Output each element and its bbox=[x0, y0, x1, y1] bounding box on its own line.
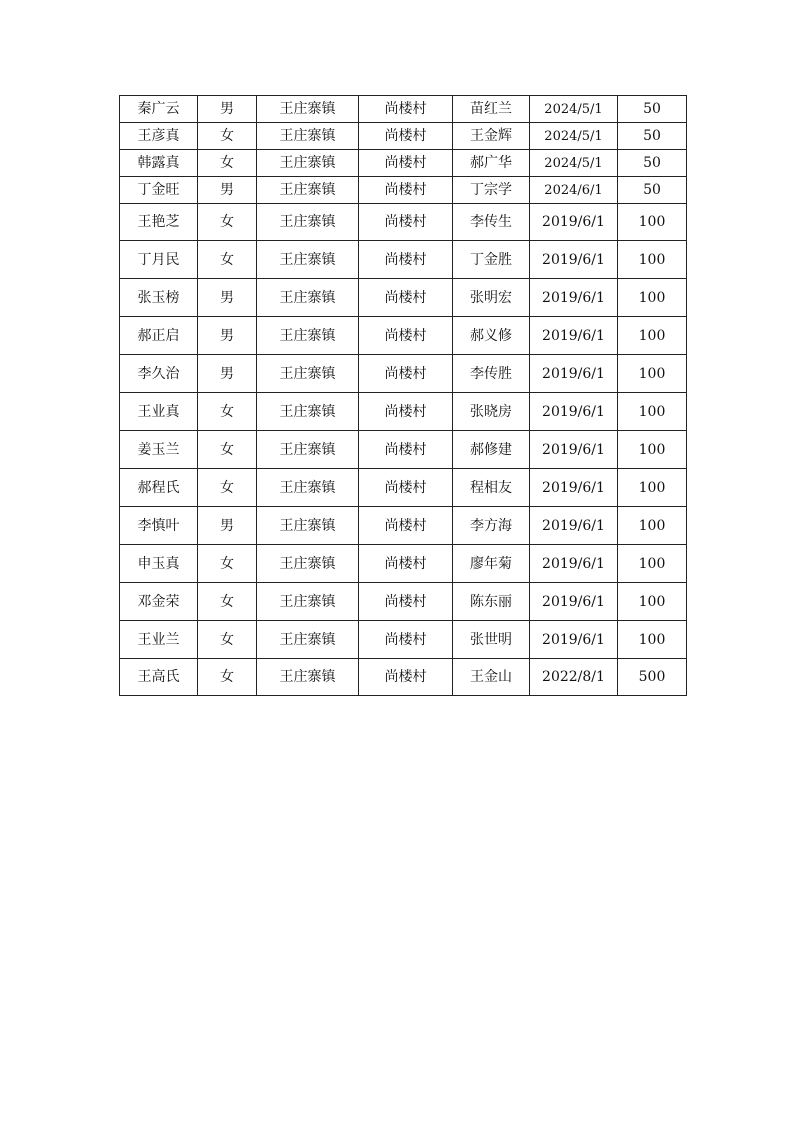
table-row bbox=[120, 177, 687, 204]
cell-payee: 郝修建 bbox=[453, 431, 530, 469]
cell-payee: 苗红兰 bbox=[453, 96, 530, 123]
cell-payee: 李方海 bbox=[453, 507, 530, 545]
cell-date: 2019/6/1 bbox=[530, 355, 618, 393]
table-row bbox=[120, 355, 687, 393]
cell-date: 2019/6/1 bbox=[530, 431, 618, 469]
cell-gender: 女 bbox=[198, 393, 257, 431]
cell-amount: 100 bbox=[618, 507, 687, 545]
cell-amount: 100 bbox=[618, 317, 687, 355]
cell-name: 丁月民 bbox=[120, 241, 198, 279]
cell-payee: 丁金胜 bbox=[453, 241, 530, 279]
cell-amount: 100 bbox=[618, 241, 687, 279]
cell-village: 尚楼村 bbox=[359, 241, 453, 279]
cell-payee: 张明宏 bbox=[453, 279, 530, 317]
cell-date: 2024/5/1 bbox=[530, 123, 618, 150]
table-row bbox=[120, 621, 687, 659]
cell-gender: 男 bbox=[198, 96, 257, 123]
cell-name: 姜玉兰 bbox=[120, 431, 198, 469]
cell-name: 王业兰 bbox=[120, 621, 198, 659]
cell-gender: 女 bbox=[198, 150, 257, 177]
cell-gender: 男 bbox=[198, 279, 257, 317]
cell-payee: 廖年菊 bbox=[453, 545, 530, 583]
cell-gender: 女 bbox=[198, 241, 257, 279]
cell-town: 王庄寨镇 bbox=[257, 507, 359, 545]
cell-amount: 100 bbox=[618, 204, 687, 241]
cell-payee: 陈东丽 bbox=[453, 583, 530, 621]
cell-village: 尚楼村 bbox=[359, 469, 453, 507]
cell-payee: 丁宗学 bbox=[453, 177, 530, 204]
cell-town: 王庄寨镇 bbox=[257, 545, 359, 583]
table-row bbox=[120, 507, 687, 545]
cell-town: 王庄寨镇 bbox=[257, 123, 359, 150]
cell-amount: 100 bbox=[618, 355, 687, 393]
cell-date: 2019/6/1 bbox=[530, 583, 618, 621]
cell-gender: 女 bbox=[198, 621, 257, 659]
cell-town: 王庄寨镇 bbox=[257, 469, 359, 507]
cell-name: 韩露真 bbox=[120, 150, 198, 177]
cell-amount: 100 bbox=[618, 279, 687, 317]
cell-amount: 100 bbox=[618, 621, 687, 659]
cell-village: 尚楼村 bbox=[359, 279, 453, 317]
cell-date: 2024/5/1 bbox=[530, 96, 618, 123]
table-row bbox=[120, 96, 687, 123]
cell-gender: 女 bbox=[198, 545, 257, 583]
cell-village: 尚楼村 bbox=[359, 177, 453, 204]
table-row bbox=[120, 204, 687, 241]
cell-gender: 女 bbox=[198, 659, 257, 696]
cell-name: 申玉真 bbox=[120, 545, 198, 583]
cell-payee: 李传胜 bbox=[453, 355, 530, 393]
cell-village: 尚楼村 bbox=[359, 431, 453, 469]
cell-payee: 张晓房 bbox=[453, 393, 530, 431]
cell-date: 2022/8/1 bbox=[530, 659, 618, 696]
cell-town: 王庄寨镇 bbox=[257, 241, 359, 279]
table-row bbox=[120, 583, 687, 621]
table-row bbox=[120, 123, 687, 150]
cell-amount: 50 bbox=[618, 123, 687, 150]
cell-date: 2019/6/1 bbox=[530, 545, 618, 583]
cell-date: 2024/5/1 bbox=[530, 150, 618, 177]
cell-amount: 100 bbox=[618, 545, 687, 583]
cell-gender: 男 bbox=[198, 355, 257, 393]
cell-village: 尚楼村 bbox=[359, 659, 453, 696]
cell-village: 尚楼村 bbox=[359, 150, 453, 177]
cell-gender: 男 bbox=[198, 507, 257, 545]
cell-town: 王庄寨镇 bbox=[257, 204, 359, 241]
cell-gender: 女 bbox=[198, 123, 257, 150]
cell-date: 2019/6/1 bbox=[530, 317, 618, 355]
cell-payee: 郝广华 bbox=[453, 150, 530, 177]
table-row bbox=[120, 393, 687, 431]
cell-town: 王庄寨镇 bbox=[257, 431, 359, 469]
cell-date: 2019/6/1 bbox=[530, 241, 618, 279]
cell-village: 尚楼村 bbox=[359, 204, 453, 241]
cell-amount: 500 bbox=[618, 659, 687, 696]
table-row bbox=[120, 469, 687, 507]
cell-town: 王庄寨镇 bbox=[257, 393, 359, 431]
cell-town: 王庄寨镇 bbox=[257, 621, 359, 659]
cell-village: 尚楼村 bbox=[359, 507, 453, 545]
cell-town: 王庄寨镇 bbox=[257, 177, 359, 204]
cell-amount: 100 bbox=[618, 583, 687, 621]
cell-village: 尚楼村 bbox=[359, 621, 453, 659]
cell-payee: 王金山 bbox=[453, 659, 530, 696]
cell-date: 2019/6/1 bbox=[530, 507, 618, 545]
subsidy-table bbox=[119, 95, 687, 696]
table-row bbox=[120, 241, 687, 279]
cell-date: 2019/6/1 bbox=[530, 469, 618, 507]
cell-amount: 100 bbox=[618, 431, 687, 469]
cell-payee: 郝义修 bbox=[453, 317, 530, 355]
cell-gender: 男 bbox=[198, 317, 257, 355]
cell-name: 王彦真 bbox=[120, 123, 198, 150]
table-row bbox=[120, 545, 687, 583]
cell-date: 2019/6/1 bbox=[530, 279, 618, 317]
cell-town: 王庄寨镇 bbox=[257, 96, 359, 123]
table-row bbox=[120, 279, 687, 317]
cell-village: 尚楼村 bbox=[359, 96, 453, 123]
cell-amount: 50 bbox=[618, 150, 687, 177]
table-row bbox=[120, 431, 687, 469]
table-row bbox=[120, 150, 687, 177]
cell-amount: 50 bbox=[618, 96, 687, 123]
cell-amount: 100 bbox=[618, 393, 687, 431]
cell-name: 李久治 bbox=[120, 355, 198, 393]
cell-amount: 100 bbox=[618, 469, 687, 507]
cell-gender: 女 bbox=[198, 469, 257, 507]
table-row bbox=[120, 317, 687, 355]
cell-amount: 50 bbox=[618, 177, 687, 204]
cell-payee: 王金辉 bbox=[453, 123, 530, 150]
cell-name: 郝程氏 bbox=[120, 469, 198, 507]
cell-name: 王业真 bbox=[120, 393, 198, 431]
cell-name: 郝正启 bbox=[120, 317, 198, 355]
cell-town: 王庄寨镇 bbox=[257, 317, 359, 355]
cell-payee: 李传生 bbox=[453, 204, 530, 241]
cell-date: 2019/6/1 bbox=[530, 621, 618, 659]
cell-village: 尚楼村 bbox=[359, 583, 453, 621]
cell-name: 邓金荣 bbox=[120, 583, 198, 621]
cell-town: 王庄寨镇 bbox=[257, 150, 359, 177]
cell-gender: 男 bbox=[198, 177, 257, 204]
cell-payee: 张世明 bbox=[453, 621, 530, 659]
cell-town: 王庄寨镇 bbox=[257, 659, 359, 696]
cell-name: 丁金旺 bbox=[120, 177, 198, 204]
cell-date: 2024/6/1 bbox=[530, 177, 618, 204]
cell-gender: 女 bbox=[198, 204, 257, 241]
cell-gender: 女 bbox=[198, 583, 257, 621]
cell-town: 王庄寨镇 bbox=[257, 279, 359, 317]
cell-village: 尚楼村 bbox=[359, 355, 453, 393]
cell-date: 2019/6/1 bbox=[530, 204, 618, 241]
cell-name: 王艳芝 bbox=[120, 204, 198, 241]
cell-date: 2019/6/1 bbox=[530, 393, 618, 431]
cell-name: 秦广云 bbox=[120, 96, 198, 123]
cell-town: 王庄寨镇 bbox=[257, 583, 359, 621]
cell-name: 张玉榜 bbox=[120, 279, 198, 317]
cell-name: 李慎叶 bbox=[120, 507, 198, 545]
cell-village: 尚楼村 bbox=[359, 393, 453, 431]
cell-town: 王庄寨镇 bbox=[257, 355, 359, 393]
cell-payee: 程相友 bbox=[453, 469, 530, 507]
cell-village: 尚楼村 bbox=[359, 123, 453, 150]
cell-gender: 女 bbox=[198, 431, 257, 469]
cell-village: 尚楼村 bbox=[359, 317, 453, 355]
table-row bbox=[120, 659, 687, 696]
cell-village: 尚楼村 bbox=[359, 545, 453, 583]
cell-name: 王高氏 bbox=[120, 659, 198, 696]
